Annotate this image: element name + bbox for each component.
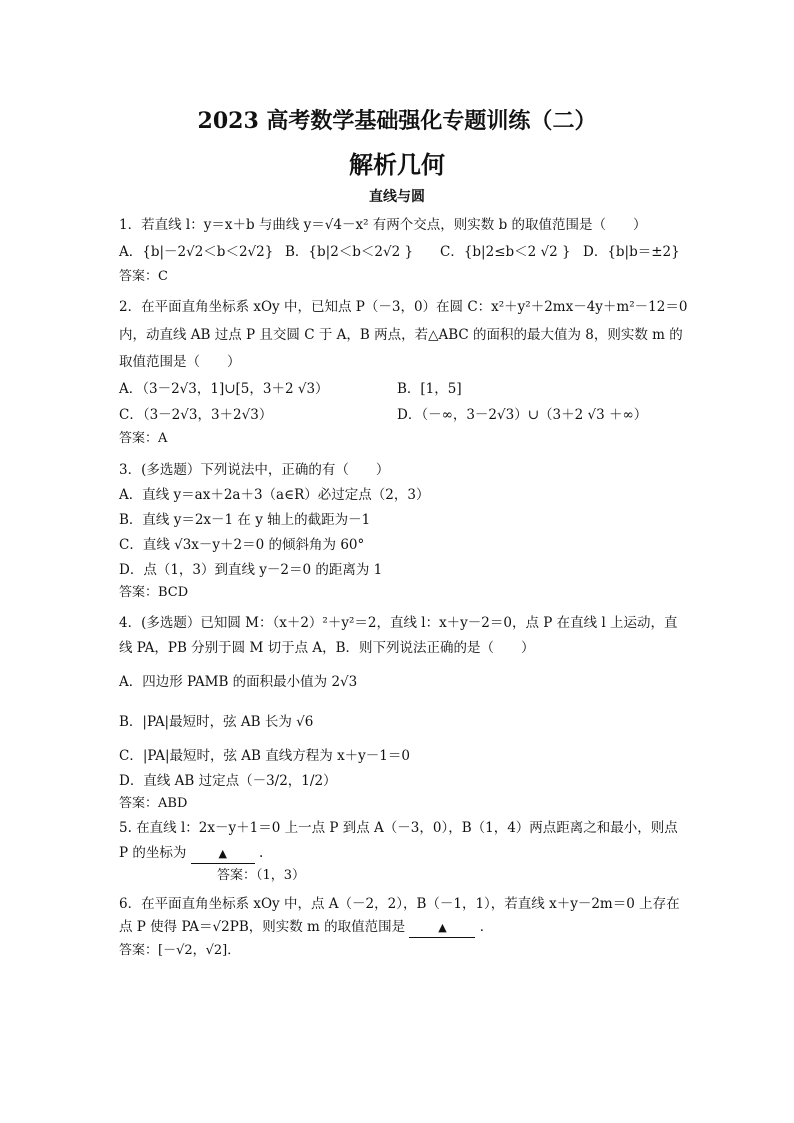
q1-option-c: C．{b|2≤b＜2 √2 } (440, 244, 571, 260)
q6-answer: 答案：[－√2，√2]． (119, 943, 241, 958)
q4-line1: 4．(多选题）已知圆 M：（x＋2）²＋y²＝2，直线 l：x＋y－2＝0，点 P 在直线 l 上运动，直 (119, 615, 678, 631)
q4-option-b: B．|PA|最短时，弦 AB 长为 √6 (119, 714, 314, 730)
q4-answer: 答案：ABD (119, 796, 188, 811)
q6-answer-blank: ▲ (409, 919, 475, 938)
q6-line2 (119, 918, 493, 938)
q2-option-c: C．（3－2√3，3＋2√3） (119, 407, 273, 423)
q3-stem: 3．(多选题）下列说法中，正确的有（ ） (119, 462, 390, 478)
q1-option-d: D．{b|b＝±2} (583, 244, 680, 260)
section-heading: 直线与圆 (369, 189, 425, 205)
q5-line2 (119, 844, 263, 864)
page-title: 2023 高考数学基础强化专题训练（二） (197, 108, 597, 134)
q5-line2-end: . (258, 845, 264, 861)
q5-line1: 5. 在直线 l：2x－y＋1＝0 上一点 P 到点 A（－3，0），B（1，4）两点距离之和最小，则点 (119, 820, 678, 836)
q6-line1: 6．在平面直角坐标系 xOy 中，点 A（－2，2），B（－1，1），若直线 x＋y－2m＝0 上存在 (119, 896, 680, 912)
q6-line2-end: ． (479, 919, 494, 935)
q4-option-d: D．直线 AB 过定点（－3/2，1/2） (119, 773, 337, 789)
q3-option-d: D．点（1，3）到直线 y－2＝0 的距离为 1 (119, 562, 383, 578)
q2-line1: 2．在平面直角坐标系 xOy 中，已知点 P（－3，0）在圆 C：x²＋y²＋2mx－4y＋m²－12＝0 (119, 299, 688, 315)
q3-answer: 答案：BCD (119, 585, 189, 600)
q1-stem: 1．若直线 l：y＝x＋b 与曲线 y＝√4－x² 有两个交点，则实数 b 的取值范围是（ ） (119, 217, 647, 233)
q2-option-a: A．（3－2√3，1]∪[5，3＋2 √3） (119, 381, 329, 397)
page-subtitle: 解析几何 (349, 150, 445, 179)
q3-option-b: B．直线 y＝2x－1 在 y 轴上的截距为－1 (119, 512, 371, 528)
q1-option-a: A．{b|－2√2＜b＜2√2} (119, 244, 274, 260)
q3-option-a: A．直线 y＝ax＋2a＋3（a∈R）必过定点（2，3） (119, 487, 430, 503)
q2-line3: 取值范围是（ ） (119, 354, 241, 370)
q4-option-c: C．|PA|最短时，弦 AB 直线方程为 x＋y－1＝0 (119, 748, 410, 764)
q4-line2: 线 PA，PB 分别于圆 M 切于点 A，B．则下列说法正确的是（ ） (119, 640, 535, 656)
q1-option-b: B．{b|2＜b＜2√2 } (285, 244, 414, 260)
q3-option-c: C．直线 √3x－y＋2＝0 的倾斜角为 60° (119, 537, 365, 553)
q4-option-a: A．四边形 PAMB 的面积最小值为 2√3 (119, 674, 358, 690)
q5-answer: 答案：（1，3） (217, 868, 306, 883)
q2-answer: 答案：A (119, 431, 168, 446)
q6-line2-text: 点 P 使得 PA＝√2PB，则实数 m 的取值范围是 (119, 919, 406, 935)
q1-answer: 答案：C (119, 269, 168, 284)
q2-option-d: D．（－∞，3－2√3）∪（3＋2 √3 ＋∞） (397, 407, 648, 423)
q5-answer-blank: ▲ (191, 845, 255, 864)
q2-line2: 内，动直线 AB 过点 P 且交圆 C 于 A，B 两点，若△ABC 的面积的最大值为 8，则实数 m 的 (119, 327, 683, 343)
q2-option-b: B．[1，5] (397, 381, 462, 397)
q5-line2-text: P 的坐标为 (119, 845, 187, 861)
